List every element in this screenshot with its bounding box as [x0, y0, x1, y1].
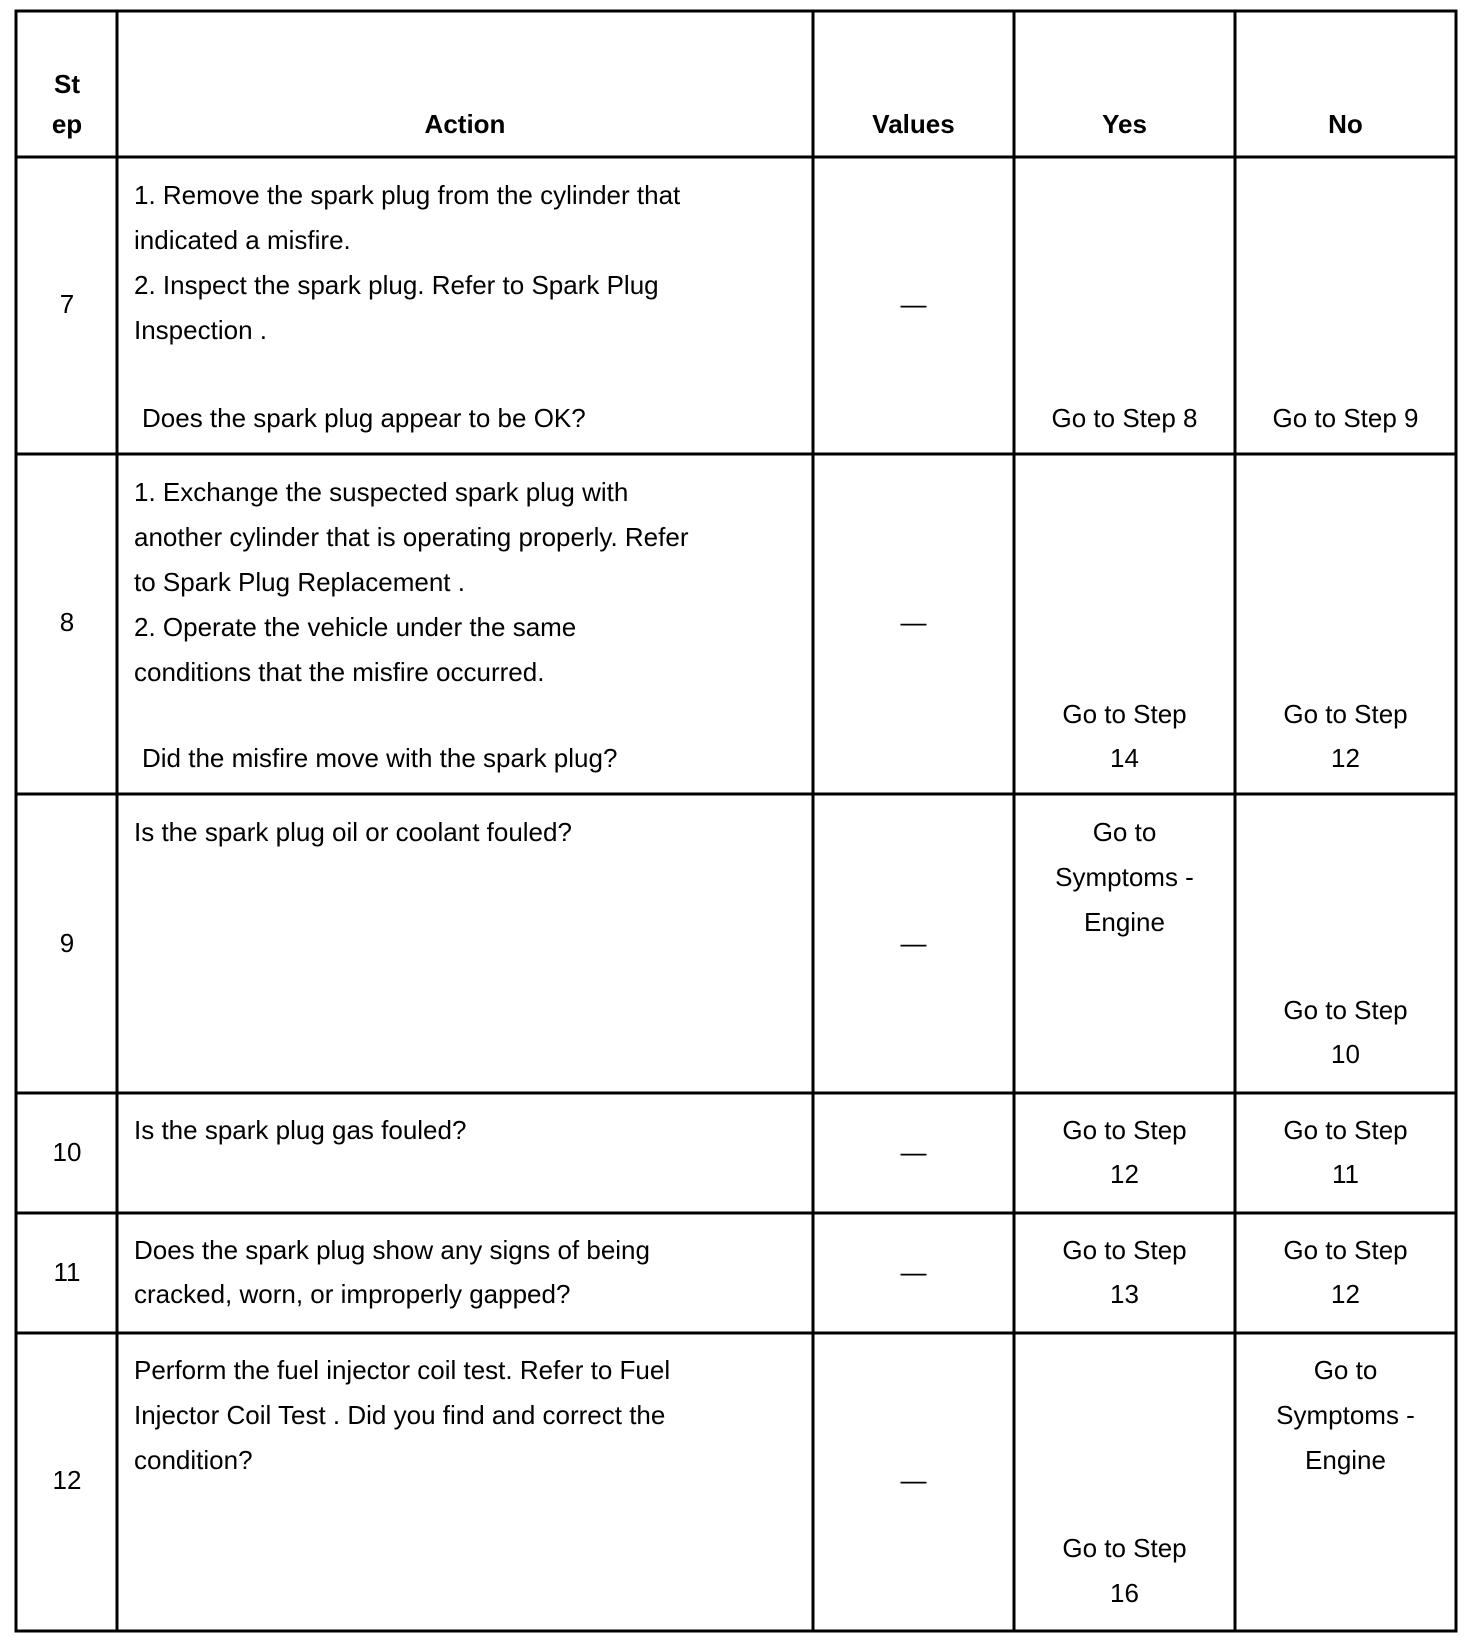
- action-line: Injector Coil Test . Did you find and correct the: [134, 1400, 666, 1430]
- yes-cell: Go to: [1092, 817, 1157, 847]
- header-values: Values: [872, 109, 955, 139]
- action-line: 2. Inspect the spark plug. Refer to Spark Plug: [134, 270, 659, 300]
- yes-cell: 16: [1110, 1578, 1139, 1608]
- yes-cell: 14: [1110, 743, 1139, 773]
- action-line: Does the spark plug show any signs of being: [134, 1235, 650, 1265]
- header-yes: Yes: [1102, 109, 1147, 139]
- yes-cell: 12: [1110, 1159, 1139, 1189]
- header-step-line1: St: [54, 69, 80, 99]
- action-line: 1. Exchange the suspected spark plug with: [134, 477, 629, 507]
- step-number: 9: [59, 928, 75, 958]
- no-cell: Go to Step: [1283, 1115, 1408, 1145]
- no-cell: Symptoms -: [1276, 1400, 1415, 1430]
- no-cell: Go to Step 9: [1272, 403, 1419, 433]
- value-cell: —: [900, 1137, 927, 1167]
- step-number: 7: [59, 289, 75, 319]
- no-cell: Go to Step: [1283, 1235, 1408, 1265]
- no-cell: 12: [1331, 1279, 1360, 1309]
- action-line: 2. Operate the vehicle under the same: [134, 612, 577, 642]
- no-cell: Go to Step: [1283, 699, 1408, 729]
- yes-cell: Go to Step: [1062, 1115, 1187, 1145]
- step-number: 12: [52, 1465, 82, 1495]
- no-cell: Go to Step: [1283, 995, 1408, 1025]
- action-line: conditions that the misfire occurred.: [134, 657, 545, 687]
- header-no: No: [1328, 109, 1363, 139]
- action-line: 1. Remove the spark plug from the cylinder that: [134, 180, 681, 210]
- action-question: Does the spark plug appear to be OK?: [142, 403, 586, 433]
- no-cell: 12: [1331, 743, 1360, 773]
- yes-cell: Go to Step: [1062, 1533, 1187, 1563]
- no-cell: Engine: [1305, 1445, 1386, 1475]
- value-cell: —: [900, 289, 927, 319]
- action-line: Is the spark plug gas fouled?: [134, 1115, 467, 1145]
- action-question: Did the misfire move with the spark plug?: [142, 743, 618, 773]
- header-step-line2: ep: [51, 109, 83, 139]
- action-line: condition?: [134, 1445, 253, 1475]
- value-cell: —: [900, 1465, 927, 1495]
- yes-cell: Engine: [1084, 907, 1165, 937]
- header-action: Action: [424, 109, 506, 139]
- no-cell: 10: [1331, 1039, 1360, 1069]
- step-number: 10: [52, 1137, 82, 1167]
- action-line: Is the spark plug oil or coolant fouled?: [134, 817, 572, 847]
- yes-cell: 13: [1110, 1279, 1139, 1309]
- step-number: 8: [59, 607, 75, 637]
- yes-cell: Symptoms -: [1055, 862, 1194, 892]
- no-cell: Go to: [1313, 1355, 1378, 1385]
- step-number: 11: [53, 1257, 81, 1287]
- action-line: Inspection .: [134, 315, 267, 345]
- value-cell: —: [900, 928, 927, 958]
- value-cell: —: [900, 1257, 927, 1287]
- action-line: Perform the fuel injector coil test. Refer to Fuel: [134, 1355, 671, 1385]
- no-cell: 11: [1332, 1159, 1359, 1189]
- action-line: cracked, worn, or improperly gapped?: [134, 1279, 571, 1309]
- value-cell: —: [900, 607, 927, 637]
- action-line: to Spark Plug Replacement .: [134, 567, 465, 597]
- yes-cell: Go to Step 8: [1051, 403, 1198, 433]
- yes-cell: Go to Step: [1062, 1235, 1187, 1265]
- yes-cell: Go to Step: [1062, 699, 1187, 729]
- action-line: indicated a misfire.: [134, 225, 351, 255]
- action-line: another cylinder that is operating properly. Refer: [134, 522, 689, 552]
